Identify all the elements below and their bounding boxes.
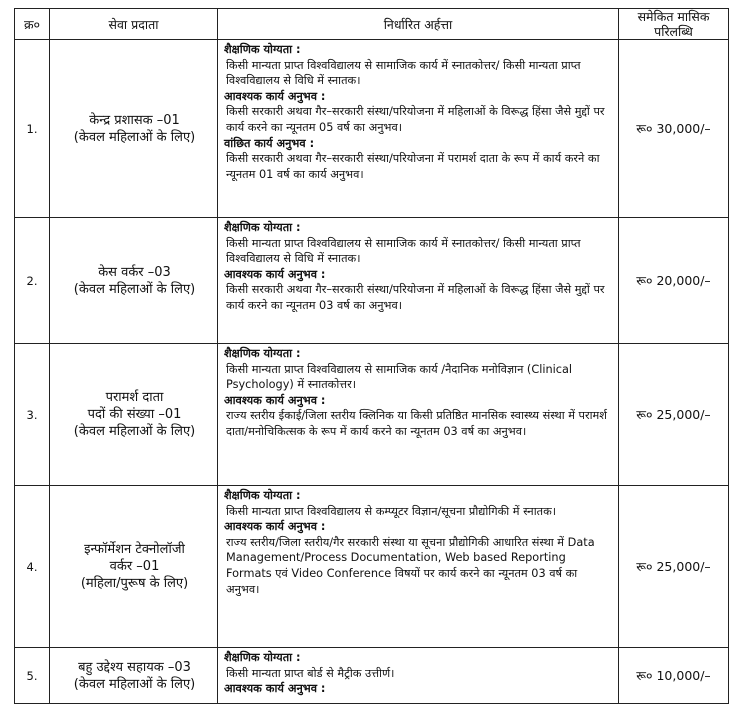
table-row bbox=[15, 40, 729, 218]
experience-heading: आवश्यक कार्य अनुभव : bbox=[224, 89, 326, 103]
experience-text: राज्य स्तरीय/जिला स्तरीय/गैर सरकारी संस्था या सूचना प्रौद्योगिकी आधारित संस्था में Data Management/Process Documentation, Web based Reporting Formats एवं Video Conference विषयों पर कार्य करने का न्यूनतम 03 वर्ष का अनुभव। bbox=[226, 535, 595, 596]
table-row bbox=[15, 344, 729, 486]
header-salary-line2: परिलब्धि bbox=[654, 24, 693, 39]
education-text: किसी मान्यता प्राप्त बोर्ड से मैट्रीक उत्तीर्ण। bbox=[226, 666, 395, 680]
provider-note: (केवल महिलाओं के लिए) bbox=[73, 281, 196, 297]
education-text: किसी मान्यता प्राप्त विश्वविद्यालय से सामाजिक कार्य में स्नातकोत्तर/ किसी मान्यता प्राप्त विश्वविद्यालय से विधि में स्नातक। bbox=[226, 236, 581, 266]
provider-cell bbox=[50, 648, 218, 704]
serial-cell: 3. bbox=[15, 344, 50, 486]
salary-cell: रू० 20,000/– bbox=[619, 218, 729, 344]
provider-note: (केवल महिलाओं के लिए) bbox=[73, 424, 196, 439]
provider-count: पदों की संख्या –01 bbox=[87, 407, 182, 422]
eligibility-cell bbox=[218, 40, 619, 218]
header-serial: क्र० bbox=[15, 9, 50, 40]
table-header-row bbox=[15, 9, 729, 40]
provider-cell bbox=[50, 218, 218, 344]
salary-cell: रू० 25,000/– bbox=[619, 344, 729, 486]
serial-cell: 2. bbox=[15, 218, 50, 344]
provider-cell bbox=[50, 486, 218, 648]
desired-experience-heading: वांछित कार्य अनुभव : bbox=[224, 136, 315, 150]
provider-title: बहु उद्देश्य सहायक –03 bbox=[78, 659, 191, 675]
provider-title: परामर्श दाता bbox=[105, 390, 164, 405]
serial-cell: 4. bbox=[15, 486, 50, 648]
header-salary bbox=[619, 9, 729, 40]
education-text: किसी मान्यता प्राप्त विश्वविद्यालय से सामाजिक कार्य /नैदानिक मनोविज्ञान (Clinical Psychology) में स्नातकोत्तर। bbox=[226, 362, 573, 392]
table-row bbox=[15, 648, 729, 704]
experience-heading: आवश्यक कार्य अनुभव : bbox=[224, 520, 326, 534]
serial-cell: 5. bbox=[15, 648, 50, 704]
eligibility-cell bbox=[218, 648, 619, 704]
experience-text: किसी सरकारी अथवा गैर–सरकारी संस्था/परियोजना में महिलाओं के विरूद्ध हिंसा जैसे मुद्दों पर कार्य करने का न्यूनतम 05 वर्ष का अनुभव। bbox=[226, 105, 605, 134]
salary-cell: रू० 30,000/– bbox=[619, 40, 729, 218]
salary-cell: रू० 25,000/– bbox=[619, 486, 729, 648]
provider-title: इन्फॉर्मेशन टेक्नोलॉजी bbox=[84, 542, 185, 557]
provider-count: वर्कर –01 bbox=[109, 559, 160, 574]
header-provider: सेवा प्रदाता bbox=[50, 9, 218, 40]
education-text: किसी मान्यता प्राप्त विश्वविद्यालय से कम्प्यूटर विज्ञान/सूचना प्रौद्योगिकी में स्नातक। bbox=[226, 504, 557, 518]
education-heading: शैक्षणिक योग्यता : bbox=[224, 221, 301, 234]
education-heading: शैक्षणिक योग्यता : bbox=[224, 43, 301, 56]
eligibility-cell bbox=[218, 344, 619, 486]
education-text: किसी मान्यता प्राप्त विश्वविद्यालय से सामाजिक कार्य में स्नातकोत्तर/ किसी मान्यता प्राप्त विश्वविद्यालय से विधि में स्नातक। bbox=[226, 58, 581, 88]
serial-cell: 1. bbox=[15, 40, 50, 218]
provider-title: केस वर्कर –03 bbox=[98, 264, 171, 280]
provider-note: (महिला/पुरूष के लिए) bbox=[80, 576, 189, 591]
provider-note: (केवल महिलाओं के लिए) bbox=[73, 129, 196, 145]
experience-text: किसी सरकारी अथवा गैर–सरकारी संस्था/परियोजना में महिलाओं के विरूद्ध हिंसा जैसे मुद्दों पर कार्य करने का न्यूनतम 03 वर्ष का अनुभव। bbox=[226, 283, 605, 312]
header-eligibility: निर्धारित अर्हत्ता bbox=[218, 9, 619, 40]
education-heading: शैक्षणिक योग्यता : bbox=[224, 347, 301, 360]
provider-note: (केवल महिलाओं के लिए) bbox=[73, 676, 196, 692]
provider-cell bbox=[50, 344, 218, 486]
education-heading: शैक्षणिक योग्यता : bbox=[224, 651, 301, 664]
salary-cell: रू० 10,000/– bbox=[619, 648, 729, 704]
table-row bbox=[15, 486, 729, 648]
provider-cell bbox=[50, 40, 218, 218]
experience-heading: आवश्यक कार्य अनुभव : bbox=[224, 267, 326, 281]
eligibility-table bbox=[14, 8, 729, 704]
experience-heading: आवश्यक कार्य अनुभव : bbox=[224, 393, 326, 407]
experience-heading: आवश्यक कार्य अनुभव : bbox=[224, 682, 326, 696]
header-salary-line1: समेकित मासिक bbox=[637, 9, 710, 24]
eligibility-cell bbox=[218, 486, 619, 648]
table-row bbox=[15, 218, 729, 344]
experience-text: राज्य स्तरीय ईकाई/जिला स्तरीय क्लिनिक या किसी प्रतिष्ठित मानसिक स्वास्थ्य संस्था में परामर्श दाता/मनोचिकित्सक के रूप में कार्य करने का न्यूनतम 03 वर्ष का अनुभव। bbox=[226, 409, 607, 438]
eligibility-cell bbox=[218, 218, 619, 344]
provider-title: केन्द्र प्रशासक –01 bbox=[89, 112, 180, 128]
education-heading: शैक्षणिक योग्यता : bbox=[224, 489, 301, 502]
desired-experience-text: किसी सरकारी अथवा गैर–सरकारी संस्था/परियोजना में परामर्श दाता के रूप में कार्य करने का न्यूनतम 01 वर्ष का कार्य अनुभव। bbox=[226, 152, 600, 181]
